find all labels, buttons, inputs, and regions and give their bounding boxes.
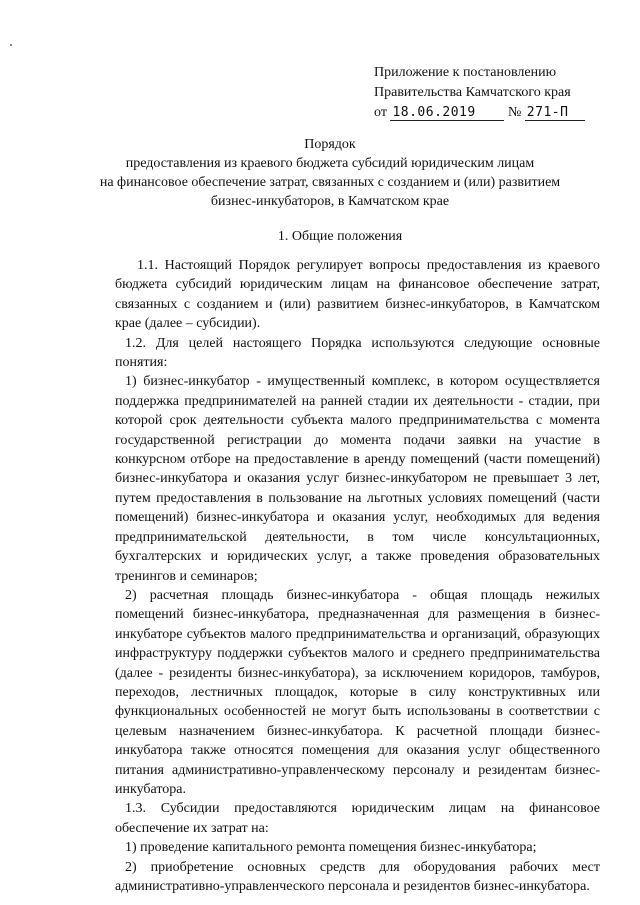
paragraph-definition-1: 1) бизнес-инкубатор - имущественный комплекс, в котором осуществляется поддержка предпринимателей на ранней стадии их деятельности - стадии, при которой срок деятельности субъекта малого предпринимательства с момента государственной регистрации до момента подачи заявки на участие в конкурсном отборе на предоставление в аренду помещений (части помещений) бизнес-инкубатора и оказания услуг бизнес-инкубатором не превышает 3 лет, путем предоставления в пользование на льготных условиях помещений (части помещений) бизнес-инкубатора и оказания услуг, необходимых для ведения предпринимательской деятельности, в том числе консультационных, бухгалтерских и юридических услуг, а также проведения образовательных тренингов и семинаров; — [115, 374, 600, 584]
scan-speck — [10, 44, 12, 46]
paragraph-1-1: 1.1. Настоящий Порядок регулирует вопросы предоставления из краевого бюджета субсидий юридическим лицам на финансовое обеспечение затрат, связанных с созданием и (или) развитием бизнес-инкубаторов, в Камчатском крае (далее – субсидии). — [115, 258, 600, 332]
appendix-block — [374, 63, 624, 123]
date-value: 18.06.2019 — [392, 105, 476, 120]
paragraph-1-2: 1.2. Для целей настоящего Порядка используются следующие основные понятия: — [115, 335, 600, 371]
date-field — [390, 105, 504, 121]
appendix-line-1: Приложение к постановлению — [374, 65, 557, 80]
section-heading: 1. Общие положения — [277, 229, 403, 244]
paragraph-definition-2: 2) расчетная площадь бизнес-инкубатора - общая площадь нежилых помещений бизнес-инкубатора, предназначенная для размещения в бизнес-инкубаторе субъектов малого предпринимательства и организаций, образующих инфраструктуру поддержки субъектов малого и среднего предпринимательства (далее - резиденты бизнес-инкубатора), за исключением коридоров, тамбуров, переходов, лестничных площадок, которые в силу конструктивных или функциональных особенностей не могут быть использованы в соответствии с целевым назначением бизнес-инкубатора. К расчетной площади бизнес-инкубатора также относятся помещения для оказания услуг общественного питания административно-управленческому персоналу и резидентам бизнес-инкубатора. — [115, 587, 600, 797]
title-line-2: на финансовое обеспечение затрат, связанных с созданием и (или) развитием — [99, 175, 561, 190]
title-line-1: предоставления из краевого бюджета субсидий юридическим лицам — [125, 156, 535, 171]
appendix-date-line — [374, 103, 624, 123]
paragraph-item-2: 2) приобретение основных средств для оборудования рабочих мест административно-управленческого персонала и резидентов бизнес-инкубатора. — [115, 859, 600, 894]
number-field — [525, 105, 585, 121]
number-prefix: № — [507, 105, 522, 120]
document-title — [60, 135, 600, 211]
title-line-3: бизнес-инкубаторов, в Камчатском крае — [210, 194, 450, 209]
paragraph-1-3: 1.3. Субсидии предоставляются юридическим лицам на финансовое обеспечение их затрат на: — [115, 801, 600, 836]
section-body — [115, 256, 600, 896]
paragraph-item-1: 1) проведение капитального ремонта помещения бизнес-инкубатора; — [125, 840, 537, 856]
appendix-line-2: Правительства Камчатского края — [374, 85, 571, 100]
number-value: 271-П — [526, 105, 569, 120]
date-prefix: от — [374, 105, 387, 120]
title-heading: Порядок — [304, 137, 356, 152]
